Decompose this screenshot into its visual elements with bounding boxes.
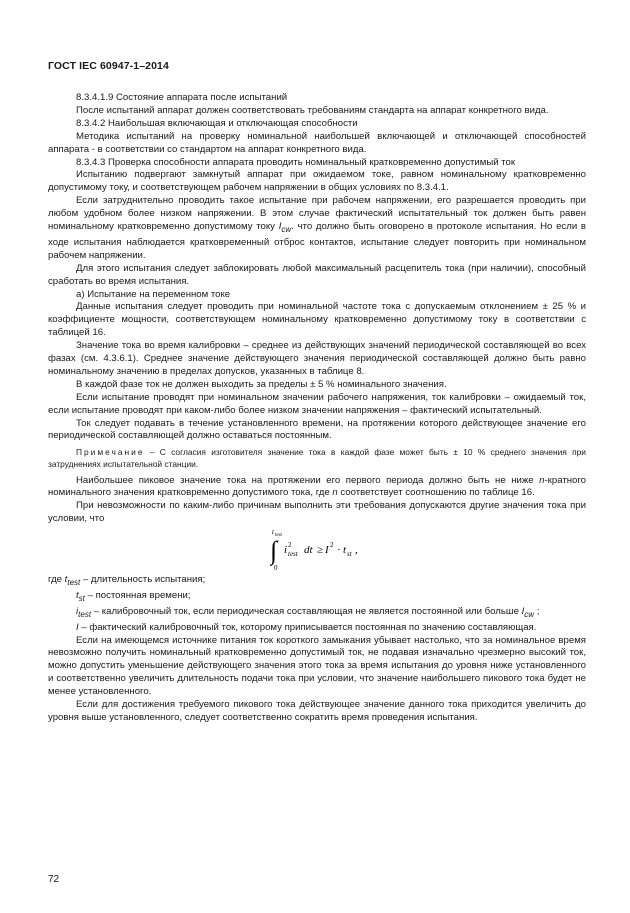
paragraph (48, 475, 586, 501)
item-a: а) Испытание на переменном токе (76, 288, 231, 300)
paragraph: Если испытание проводят при номинальном значении рабочего напряжения, ток калибровки – ожидаемый ток, если испытание проводят при каком-либо более низком значении напряжения – фактический испытательный. (48, 391, 586, 416)
integral-formula (48, 526, 586, 574)
text: – постоянная времени; (84, 590, 191, 601)
rhs-sup: 2 (330, 541, 334, 550)
paragraph: Испытанию подвергают замкнутый аппарат при ожидаемом токе, равном номинальному кратковременно допустимому току, и соответствующем рабочем напряжении в общих условиях по 8.3.4.1. (48, 169, 586, 194)
paragraph (48, 195, 586, 262)
paragraph: Значение тока во время калибровки – среднее из действующих значений периодической составляющей во всех фазах (см. 4.3.6.1). Среднее значение действующего значения периодической составляющей должно быть равно номинальному значению в пределах допусков, указанных в таблице 8. (48, 340, 586, 377)
where-lead: где (48, 574, 65, 586)
symbol-n: n (332, 487, 338, 499)
upper-limit-sub: test (275, 533, 282, 539)
text: . что должно быть оговорено в протоколе испытания. Но если в ходе испытания наблюдается кратковременный отброс контактов, испытание следует повторить при номинальном рабочем напряжении. (48, 221, 586, 261)
symbol-i: I (278, 221, 282, 233)
rhs-time: t (343, 544, 347, 557)
dot: · (337, 544, 341, 557)
subscript: cw (281, 224, 292, 234)
subscript: test (78, 609, 92, 619)
subscript: test (67, 578, 81, 588)
paragraph: В каждой фазе ток не должен выходить за пределы ± 5 % номинального значения. (76, 378, 447, 390)
symbol: I (76, 621, 79, 633)
note (48, 447, 586, 470)
text: – фактический калибровочный ток, которому приписывается постоянная по значению составляющая. (78, 621, 537, 633)
integrand: i (284, 544, 288, 557)
integral-sign-icon: ∫ (270, 536, 278, 566)
note-text: – С согласия изготовителя значение тока в каждой фазе может быть ± 10 % среднего значения при затруднениях испытательной станции. (48, 447, 586, 469)
text: -кратного номинального значения кратковременно допустимого тока, где (48, 474, 586, 499)
symbol: i (76, 605, 79, 617)
text: Наибольшее пиковое значение тока на протяжении его первого периода должно быть не ниже (76, 474, 540, 486)
lower-limit: 0 (274, 564, 278, 573)
differential: dt (304, 544, 313, 557)
clause-8-3-4-2: 8.3.4.2 Наибольшая включающая и отключающая способности (76, 117, 358, 129)
clause-8-3-4-1-9: 8.3.4.1.9 Состояние аппарата после испытаний (76, 92, 288, 103)
paragraph: После испытаний аппарат должен соответствовать требованиям стандарта на аппарат конкретного вида. (76, 104, 549, 116)
symbol: t (76, 590, 79, 601)
legend-item-itest (48, 606, 586, 622)
paragraph: Данные испытания следует проводить при номинальной частоте тока с допускаемым отклонением ± 25 % и коэффициенте мощности, соответствующем номинальному кратковременно допустимому току в соответствии с таблицей 16. (48, 301, 586, 339)
text: – длительность испытания; (80, 574, 206, 586)
integrand-sub: test (288, 550, 298, 559)
comma: , (355, 544, 358, 557)
subscript: st (78, 593, 85, 603)
document-body (48, 92, 586, 725)
page-header: ГОСТ IEC 60947-1–2014 (48, 60, 169, 72)
text: ; (534, 605, 540, 617)
text: – калибровочный ток, если периодическая составляющая не является постоянной или больше (91, 605, 522, 617)
legend-item-tst (48, 590, 586, 606)
page-number: 72 (48, 874, 60, 885)
symbol: I (521, 605, 525, 617)
integrand-sup: 2 (288, 541, 292, 550)
paragraph: Для этого испытания следует заблокировать любой максимальный расцепитель тока (при наличии), способный сработать во время испытания. (48, 262, 586, 287)
rhs-current: I (325, 544, 329, 557)
paragraph: Если на имеющемся источнике питания ток короткого замыкания убывает настолько, что за номинальное время невозможно получить номинальный кратковременно допустимый ток, не подавая изначально чрезмерно высокий ток, можно допустить уменьшение действующего значения этого тока за время испытания до уровня ниже установленного и соответственно увеличить длительность подачи тока при условии, что значение наибольшего пикового тока будет не менее установленного. (48, 634, 586, 698)
text: Если затруднительно проводить такое испытание при рабочем напряжении, его разрешается проводить при любом удобном более низком напряжении. В этом случае фактический испытательный ток должен быть равен номинальному кратковременно допустимому току (48, 195, 586, 233)
note-label: Примечание (76, 447, 145, 458)
legend-item-i (48, 622, 586, 635)
symbol-n: n (539, 474, 545, 486)
text: соответствует соотношению по таблице 16. (337, 487, 535, 499)
symbol: t (64, 574, 68, 586)
legend-list (48, 574, 586, 634)
upper-limit: t (272, 528, 274, 537)
legend-item-ttest (48, 574, 586, 590)
subscript: cw (524, 609, 535, 619)
rhs-time-sub: st (347, 550, 352, 559)
relation: ≥ (317, 544, 324, 557)
paragraph: Если для достижения требуемого пикового тока действующее значение данного тока приходится увеличить до уровня выше установленного, следует соответственно сократить время проведения испытания. (48, 699, 586, 723)
paragraph: Ток следует подавать в течение установленного времени, на протяжении которого действующее значение его периодической составляющей должно оставаться постоянным. (48, 417, 586, 442)
formula-graphic (270, 526, 410, 574)
paragraph: Методика испытаний на проверку номинальной наибольшей включающей и отключающей способностей аппарата - в соответствии со стандартом на аппарат конкретного вида. (48, 130, 586, 155)
clause-8-3-4-3: 8.3.4.3 Проверка способности аппарата проводить номинальный кратковременно допустимый ток (76, 156, 516, 168)
paragraph: При невозможности по каким-либо причинам выполнить эти требования допускаются другие значения тока при условии, что (48, 500, 586, 525)
